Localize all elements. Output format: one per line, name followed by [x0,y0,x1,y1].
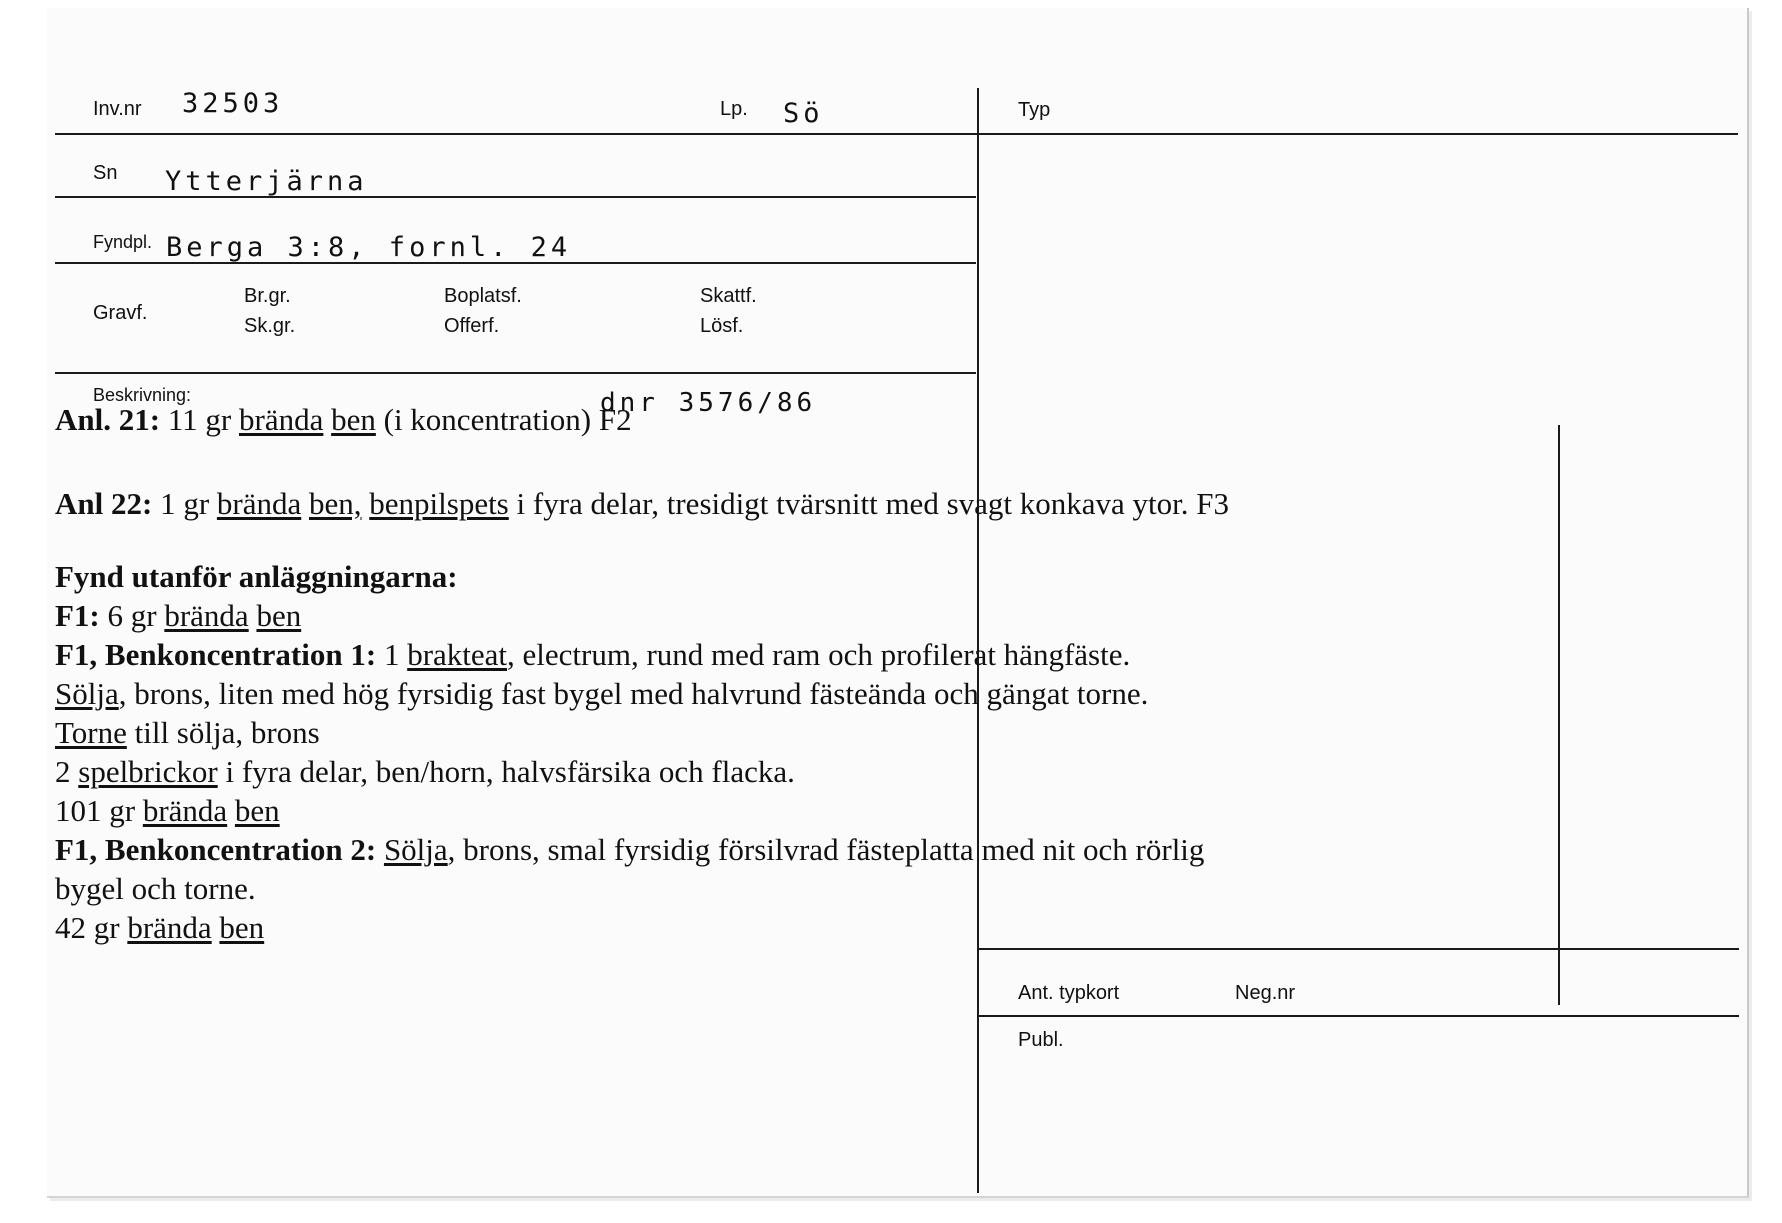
description-body [55,400,1475,947]
entry-bygel [55,869,1475,908]
spacer [55,439,1475,478]
brgr-label: Br.gr. [244,285,291,307]
entry-torne [55,713,1475,752]
rule-publ [979,1015,1739,1017]
underlined-term: ben [331,402,376,437]
ant-typkort-label: Ant. typkort [1018,982,1120,1004]
entry-text: till sölja, brons [126,715,320,750]
underlined-term: spelbrickor [78,754,218,789]
losf-label: Lösf. [700,315,744,337]
entry-text: , electrum, rund med ram och profilerat hängfäste. [507,637,1131,672]
entry-heading: F1, Benkoncentration 1: [55,637,377,672]
entry-text [323,402,331,437]
entry-spelbrickor [55,752,1475,791]
lp-value: Sö [783,98,824,129]
entry-text [376,832,384,867]
entry-text: i fyra delar, tresidigt tvärsnitt med svagt konkava ytor. F3 [508,486,1229,521]
entry-text: , brons, smal fyrsidig försilvrad fästeplatta med nit och rörlig [447,832,1205,867]
sn-label: Sn [93,162,118,184]
rule-inv [55,133,1738,135]
skgr-label: Sk.gr. [244,315,296,337]
entry-text: 2 [55,754,79,789]
rule-gravf [55,372,976,374]
underlined-term: Sölja [383,832,448,867]
offerf-label: Offerf. [444,315,500,337]
entry-anl21 [55,400,1475,439]
skattf-label: Skattf. [700,285,757,307]
underlined-term: ben, [309,486,362,521]
boplatsf-label: Boplatsf. [444,285,522,307]
section-heading [55,557,1475,596]
entry-anl22 [55,484,1475,523]
entry-heading: Anl. 21: [55,402,161,437]
entry-f1-bk2 [55,830,1475,869]
underlined-term: brända [164,598,249,633]
underlined-term: brända [239,402,324,437]
entry-text: , brons, liten med hög fyrsidig fast bygel med halvrund fästeända och gängat torne. [118,676,1149,711]
underlined-term: ben [234,793,280,828]
underlined-term: ben [219,910,265,945]
rule-ant [979,948,1739,950]
entry-text [227,793,235,828]
underlined-term: brända [127,910,212,945]
fyndpl-label: Fyndpl. [93,232,153,252]
entry-text [301,486,309,521]
entry-text: 1 [376,637,408,672]
underlined-term: brakteat [407,637,508,672]
entry-text: 42 gr [55,910,128,945]
entry-42gr [55,908,1475,947]
underlined-term: benpilspets [369,486,509,521]
sn-value: Ytterjärna [165,166,368,197]
beskrivning-label: Beskrivning: [93,385,192,405]
inv-label: Inv.nr [93,98,142,120]
entry-text: bygel och torne. [55,871,256,906]
entry-heading: Fynd utanför anläggningarna: [55,559,458,594]
underlined-term: brända [142,793,228,828]
entry-text: 1 gr [152,486,217,521]
dnr-value: dnr 3576/86 [600,388,817,418]
entry-text: 6 gr [99,598,165,633]
underlined-term: brända [216,486,302,521]
publ-label: Publ. [1018,1029,1064,1051]
underlined-term: Torne [55,715,127,750]
entry-f1-bk1 [55,635,1475,674]
right-margin-line [1558,425,1560,1005]
inv-value: 32503 [182,88,284,119]
typ-label: Typ [1018,99,1051,121]
fyndpl-value: Berga 3:8, fornl. 24 [166,232,572,263]
entry-heading: F1, Benkoncentration 2: [55,832,377,867]
entry-heading: F1: [55,598,100,633]
entry-text: 101 gr [55,793,143,828]
entry-f1 [55,596,1475,635]
neg-nr-label: Neg.nr [1235,982,1296,1004]
underlined-term: ben [256,598,302,633]
entry-solja [55,674,1475,713]
entry-101gr [55,791,1475,830]
entry-heading: Anl 22: [55,486,153,521]
lp-label: Lp. [720,98,748,120]
spacer [55,523,1475,557]
gravf-label: Gravf. [93,302,148,324]
underlined-term: Sölja [55,676,119,711]
entry-text: 11 gr [160,402,240,437]
entry-text: (i koncentration) F2 [375,402,632,437]
entry-text: i fyra delar, ben/horn, halvsfärsika och flacka. [217,754,795,789]
